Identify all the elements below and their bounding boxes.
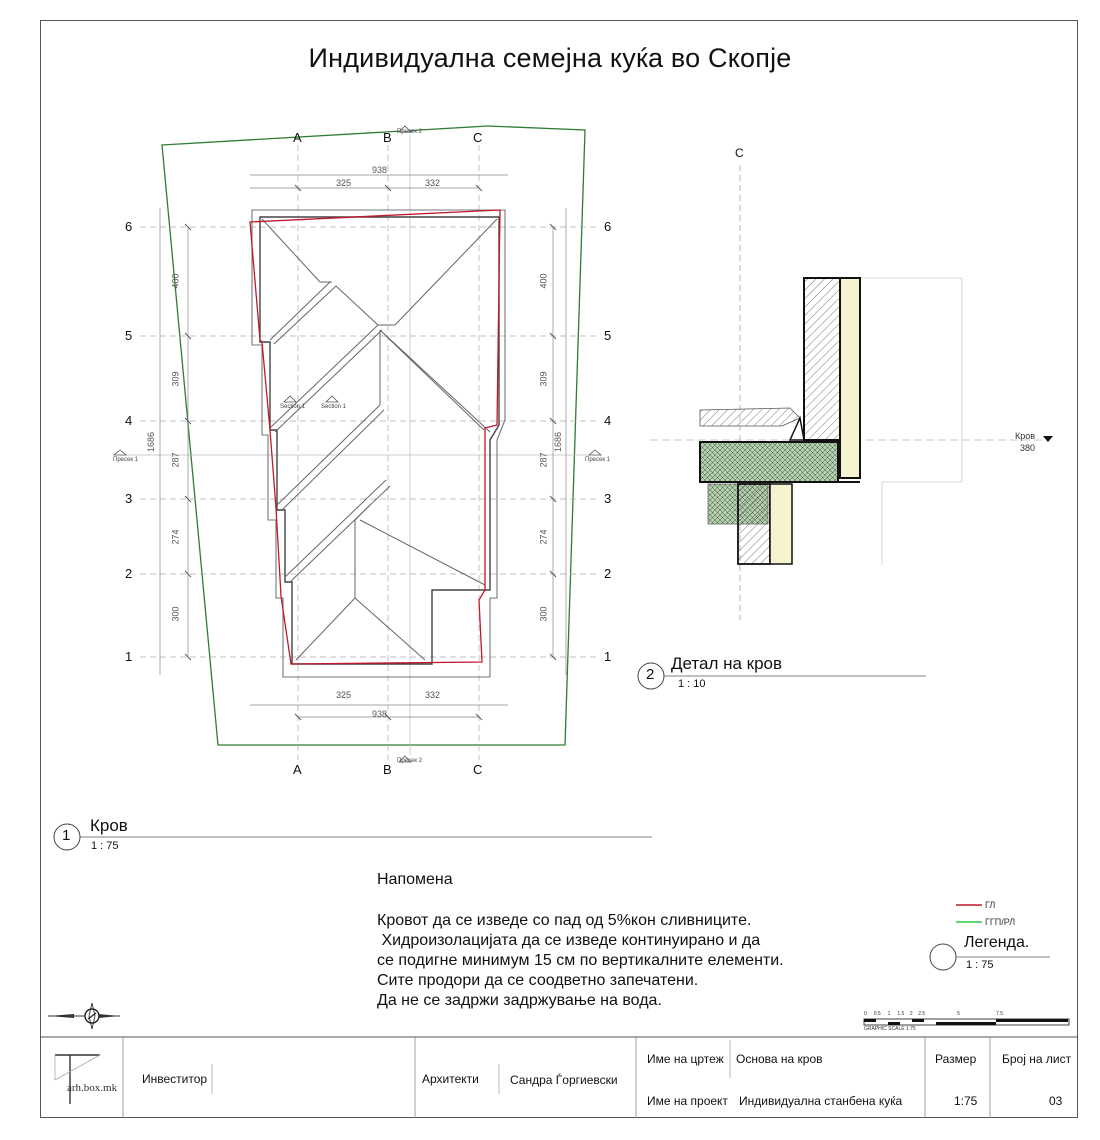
plan-view-scale: 1 : 75 (91, 840, 119, 852)
grid-label-a-bottom: A (293, 762, 302, 777)
section-label-bottom: Пресек 2 (397, 758, 422, 764)
grid-label-c-bottom: C (473, 762, 483, 777)
sheet-number-label: Број на лист (1002, 1052, 1072, 1066)
section-label-left: Пресек 1 (113, 457, 138, 463)
grid-label-1-right: 1 (604, 649, 612, 664)
plan-view-title: Кров (90, 816, 128, 835)
scale-tick: 2 (909, 1011, 913, 1017)
architect-name: Сандра Ѓоргиевски (510, 1073, 618, 1087)
detail-view-title: Детал на кров (671, 654, 783, 673)
grid-label-6-left: 6 (125, 219, 133, 234)
dim-left-1: 400 (170, 273, 181, 289)
section-mark-2: Section 1 (321, 404, 347, 410)
grid-label-4-right: 4 (604, 413, 612, 428)
section-label-top: Пресек 2 (397, 129, 422, 135)
grid-label-3-right: 3 (604, 491, 612, 506)
grid-label-1-left: 1 (125, 649, 133, 664)
scale-bar-caption: GRAPHIC SCALE 1:75 (864, 1026, 916, 1032)
sheet-number-value: 03 (1049, 1094, 1063, 1108)
grid-label-6-right: 6 (604, 219, 612, 234)
dim-right-4: 274 (538, 529, 549, 545)
scale-tick: 5 (957, 1011, 960, 1017)
scale-tick: 0 (864, 1011, 867, 1017)
scale-tick: 1.5 (897, 1011, 905, 1017)
dim-left-4: 274 (170, 529, 181, 545)
notes-heading: Напомена (377, 871, 453, 888)
investor-label: Инвеститор (142, 1072, 208, 1086)
notes-line-1: Кровот да се изведе со пад од 5%кон сливниците. (377, 912, 752, 929)
dim-left-3: 287 (170, 452, 181, 468)
grid-label-4-left: 4 (125, 413, 133, 428)
logo-text: arh.box.mk (67, 1082, 118, 1094)
scale-tick: 2.5 (918, 1011, 926, 1017)
drawing-name: Основа на кров (736, 1052, 823, 1066)
detail-level-name: Кров (1015, 431, 1036, 441)
dim-top-total: 938 (372, 165, 388, 175)
dim-right-1: 400 (538, 273, 549, 289)
architects-label: Архитекти (422, 1072, 479, 1086)
detail-view-number: 2 (646, 666, 655, 683)
detail-level-value: 380 (1020, 443, 1036, 453)
notes-line-3: се подигне минимум 15 см по вертикалните елементи. (377, 952, 784, 969)
sheet-title: Индивидуална семејна куќа во Скопје (308, 43, 792, 73)
project-name-label: Име на проект (647, 1094, 728, 1108)
scale-tick: 1 (887, 1011, 891, 1017)
section-label-right: Пресек 1 (585, 457, 610, 463)
grid-label-5-left: 5 (125, 328, 133, 343)
notes-line-5: Да не се задржи задржување на вода. (377, 992, 662, 1009)
dim-right-3: 287 (538, 452, 549, 468)
notes-line-4: Сите продори да се соодветно запечатени. (377, 972, 699, 989)
scale-tick: 0.5 (873, 1011, 881, 1017)
drawing-name-label: Име на цртеж (647, 1052, 724, 1066)
scale-tick: 7.5 (996, 1011, 1003, 1017)
dim-left-5: 300 (170, 606, 181, 622)
dim-top-right: 332 (425, 178, 441, 188)
dim-left-total: 1686 (146, 431, 157, 453)
grid-label-a-top: A (293, 130, 302, 145)
dim-right-5: 300 (538, 606, 549, 622)
scale-value: 1:75 (954, 1094, 978, 1108)
grid-label-5-right: 5 (604, 328, 612, 343)
notes-line-2: Хидроизолацијата да се изведе континуирано и да (377, 932, 761, 949)
legend-view-title: Легенда. (964, 934, 1030, 951)
grid-label-b-top: B (383, 130, 392, 145)
section-mark-1: Section 1 (280, 404, 306, 410)
dim-top-left: 325 (336, 178, 352, 188)
scale-label: Размер (935, 1052, 977, 1066)
grid-label-3-left: 3 (125, 491, 133, 506)
grid-label-2-left: 2 (125, 566, 133, 581)
legend-item-gl: ГЛ (985, 900, 996, 910)
legend-view-scale: 1 : 75 (966, 959, 994, 971)
detail-grid-label: C (735, 146, 744, 160)
dim-left-2: 309 (170, 371, 181, 387)
detail-view-scale: 1 : 10 (678, 678, 706, 690)
grid-label-c-top: C (473, 130, 483, 145)
dim-right-2: 309 (538, 371, 549, 387)
plan-view-number: 1 (62, 827, 71, 844)
dim-bottom-right: 332 (425, 690, 441, 700)
project-name: Индивидуална станбена куќа (739, 1094, 903, 1108)
dim-bottom-total: 938 (372, 709, 388, 719)
dim-right-total: 1686 (553, 431, 564, 453)
grid-label-2-right: 2 (604, 566, 612, 581)
dim-bottom-left: 325 (336, 690, 352, 700)
legend-item-ggp: ГГП/РЛ (985, 917, 1016, 927)
grid-label-b-bottom: B (383, 762, 392, 777)
